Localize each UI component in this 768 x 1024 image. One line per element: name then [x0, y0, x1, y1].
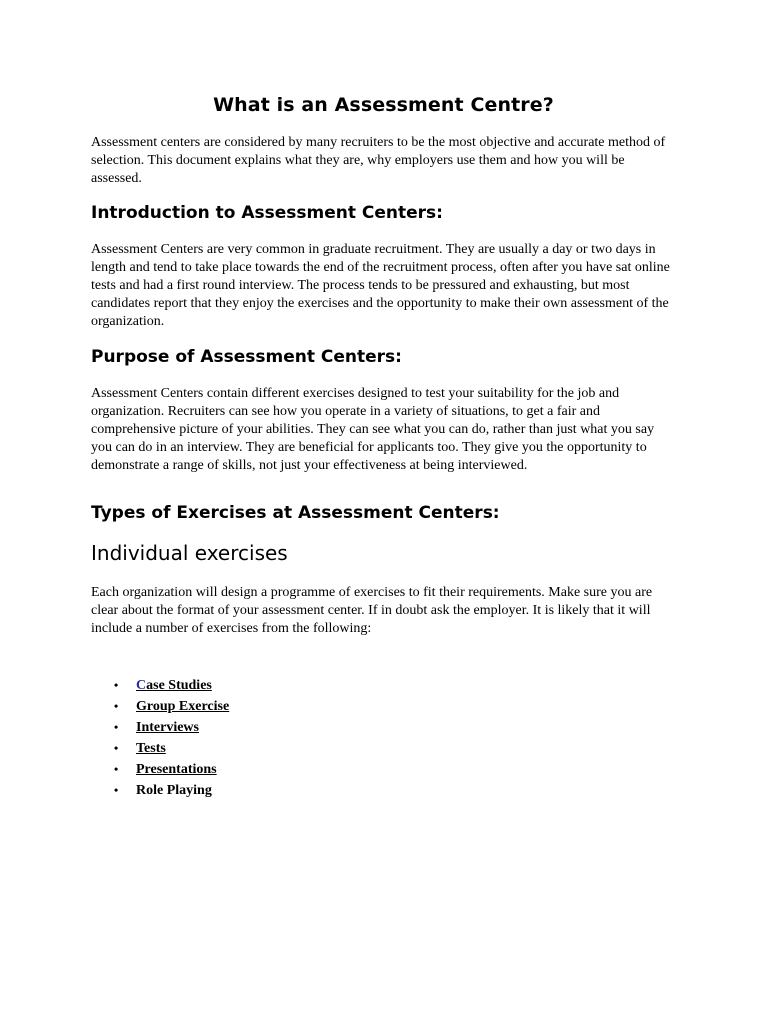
heading-individual-exercises: Individual exercises	[91, 541, 288, 565]
bullet-icon: •	[114, 720, 119, 734]
presentations-link[interactable]: Presentations	[136, 762, 217, 777]
list-item-group-exercise	[114, 696, 676, 717]
heading-types-of-exercises: Types of Exercises at Assessment Centers:	[91, 503, 500, 523]
case-studies-link[interactable]	[136, 676, 212, 696]
heading-introduction: Introduction to Assessment Centers:	[91, 203, 443, 223]
list-item-interviews	[114, 717, 676, 738]
bullet-icon: •	[114, 699, 119, 713]
page-title: What is an Assessment Centre?	[213, 94, 554, 116]
bullet-icon: •	[114, 678, 119, 692]
heading-purpose: Purpose of Assessment Centers:	[91, 347, 402, 367]
group-exercise-link[interactable]: Group Exercise	[136, 699, 230, 714]
role-playing-text: Role Playing	[136, 783, 212, 798]
intro-paragraph: Assessment centers are considered by many recruiters to be the most objective and accurate method of selection. This document explains what they are, why employers use them and how you will be assessed.	[91, 135, 666, 186]
introduction-paragraph: Assessment Centers are very common in graduate recruitment. They are usually a day or two days in length and tend to take place towards the end of the recruitment process, often after you have sat online tests and had a first round interview. The process tends to be pressured and exhausting, but most candidates report that they enjoy the exercises and the opportunity to make their own assessment of the organization.	[91, 242, 670, 329]
exercise-list	[91, 675, 676, 801]
purpose-paragraph: Assessment Centers contain different exercises designed to test your suitability for the job and organization. Recruiters can see how you operate in a variety of situations, to get a fair and comprehensive picture of your abilities. They can see what you can do, rather than just what you say you can do in an interview. They are beneficial for applicants too. They give you the opportunity to demonstrate a range of skills, not just your effectiveness at being interviewed.	[91, 386, 655, 473]
list-item-case-studies	[114, 675, 676, 696]
list-item-tests	[114, 738, 676, 759]
list-item-presentations	[114, 759, 676, 780]
case-studies-link-initial: C	[136, 678, 147, 693]
list-item-role-playing	[114, 780, 676, 801]
bullet-icon: •	[114, 783, 119, 797]
bullet-icon: •	[114, 762, 119, 776]
tests-link[interactable]: Tests	[136, 741, 166, 756]
interviews-link[interactable]: Interviews	[136, 720, 199, 735]
individual-exercises-paragraph: Each organization will design a programme of exercises to fit their requirements. Make sure you are clear about the format of your assessment center. If in doubt ask the employer. It is likely that it will include a number of exercises from the following:	[91, 585, 653, 636]
bullet-icon: •	[114, 741, 119, 755]
case-studies-link-rest: ase Studies	[146, 678, 212, 693]
